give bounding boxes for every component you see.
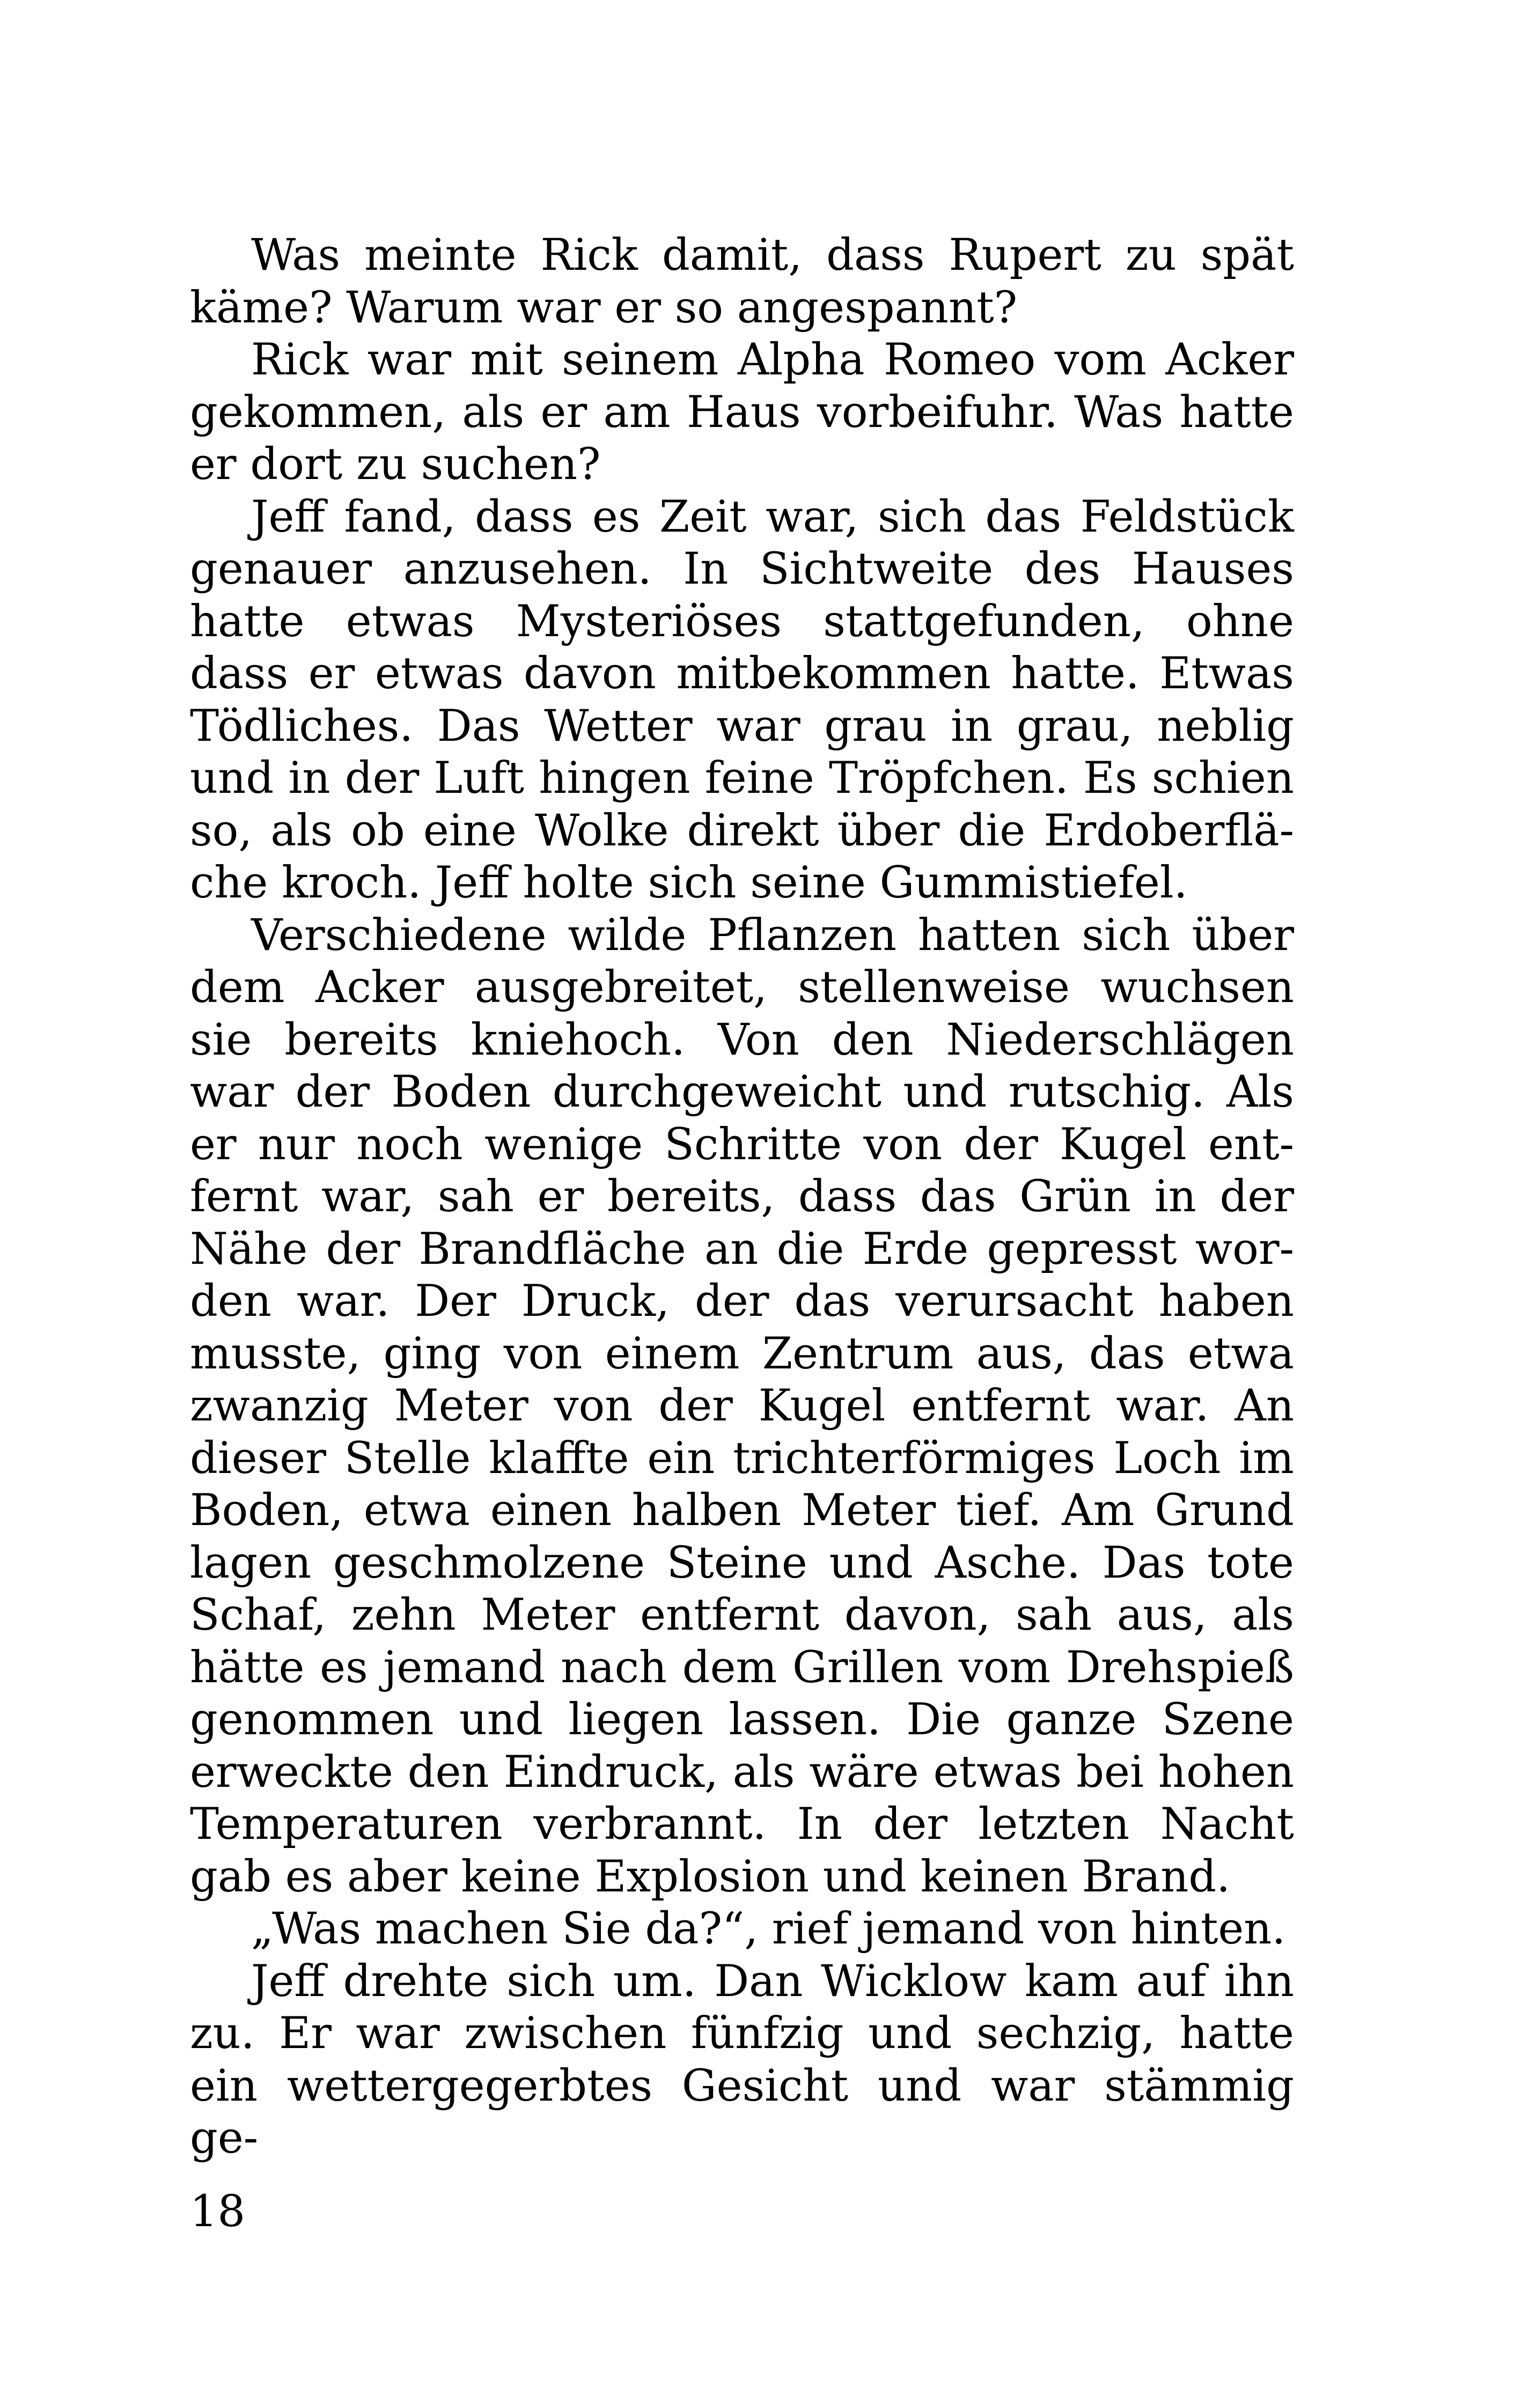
page-number: 18 [190, 2186, 246, 2237]
paragraph: Verschiedene wilde Pflanzen hatten sich über dem Acker ausgebreitet, stellenweise wuchsen sie bereits kniehoch. Von den Niederschlägen war der Boden durchgeweicht und rutschig. Als er nur noch wenige Schritte von der Kugel entfernt war, sah er bereits, dass das Grün in der Nähe der Brandfläche an die Erde gepresst worden war. Der Druck, der das verursacht haben musste, ging von einem Zentrum aus, das etwa zwanzig Meter von der Kugel entfernt war. An dieser Stelle klaffte ein trichterförmiges Loch im Boden, etwa einen halben Meter tief. Am Grund lagen geschmolzene Steine und Asche. Das tote Schaf, zehn Meter entfernt davon, sah aus, als hätte es jemand nach dem Grillen vom Drehspieß genommen und liegen lassen. Die ganze Szene erweckte den Eindruck, als wäre etwas bei hohen Temperaturen verbrannt. In der letzten Nacht gab es aber keine Explosion und keinen Brand. [190, 910, 1294, 1902]
paragraph: Rick war mit seinem Alpha Romeo vom Acker gekommen, als er am Haus vorbeifuhr. Was hatte er dort zu suchen? [190, 335, 1294, 490]
paragraph: Jeff fand, dass es Zeit war, sich das Feldstück genauer anzusehen. In Sichtweite des Hauses hatte etwas Mysteriöses stattgefunden, ohne dass er etwas davon mitbekommen hatte. Etwas Tödliches. Das Wetter war grau in grau, neblig und in der Luft hingen feine Tröpfchen. Es schien so, als ob eine Wolke direkt über die Erdoberfläche kroch. Jeff holte sich seine Gummistiefel. [190, 491, 1294, 908]
paragraph: Jeff drehte sich um. Dan Wicklow kam auf ihn zu. Er war zwischen fünfzig und sechzig, hatte ein wettergegerbtes Gesicht und war stämmig ge- [190, 1956, 1294, 2163]
body-text [190, 230, 1294, 2165]
paragraph: Was meinte Rick damit, dass Rupert zu spät käme? Warum war er so angespannt? [190, 230, 1294, 333]
paragraph: „Was machen Sie da?“, rief jemand von hinten. [251, 1904, 1286, 1954]
